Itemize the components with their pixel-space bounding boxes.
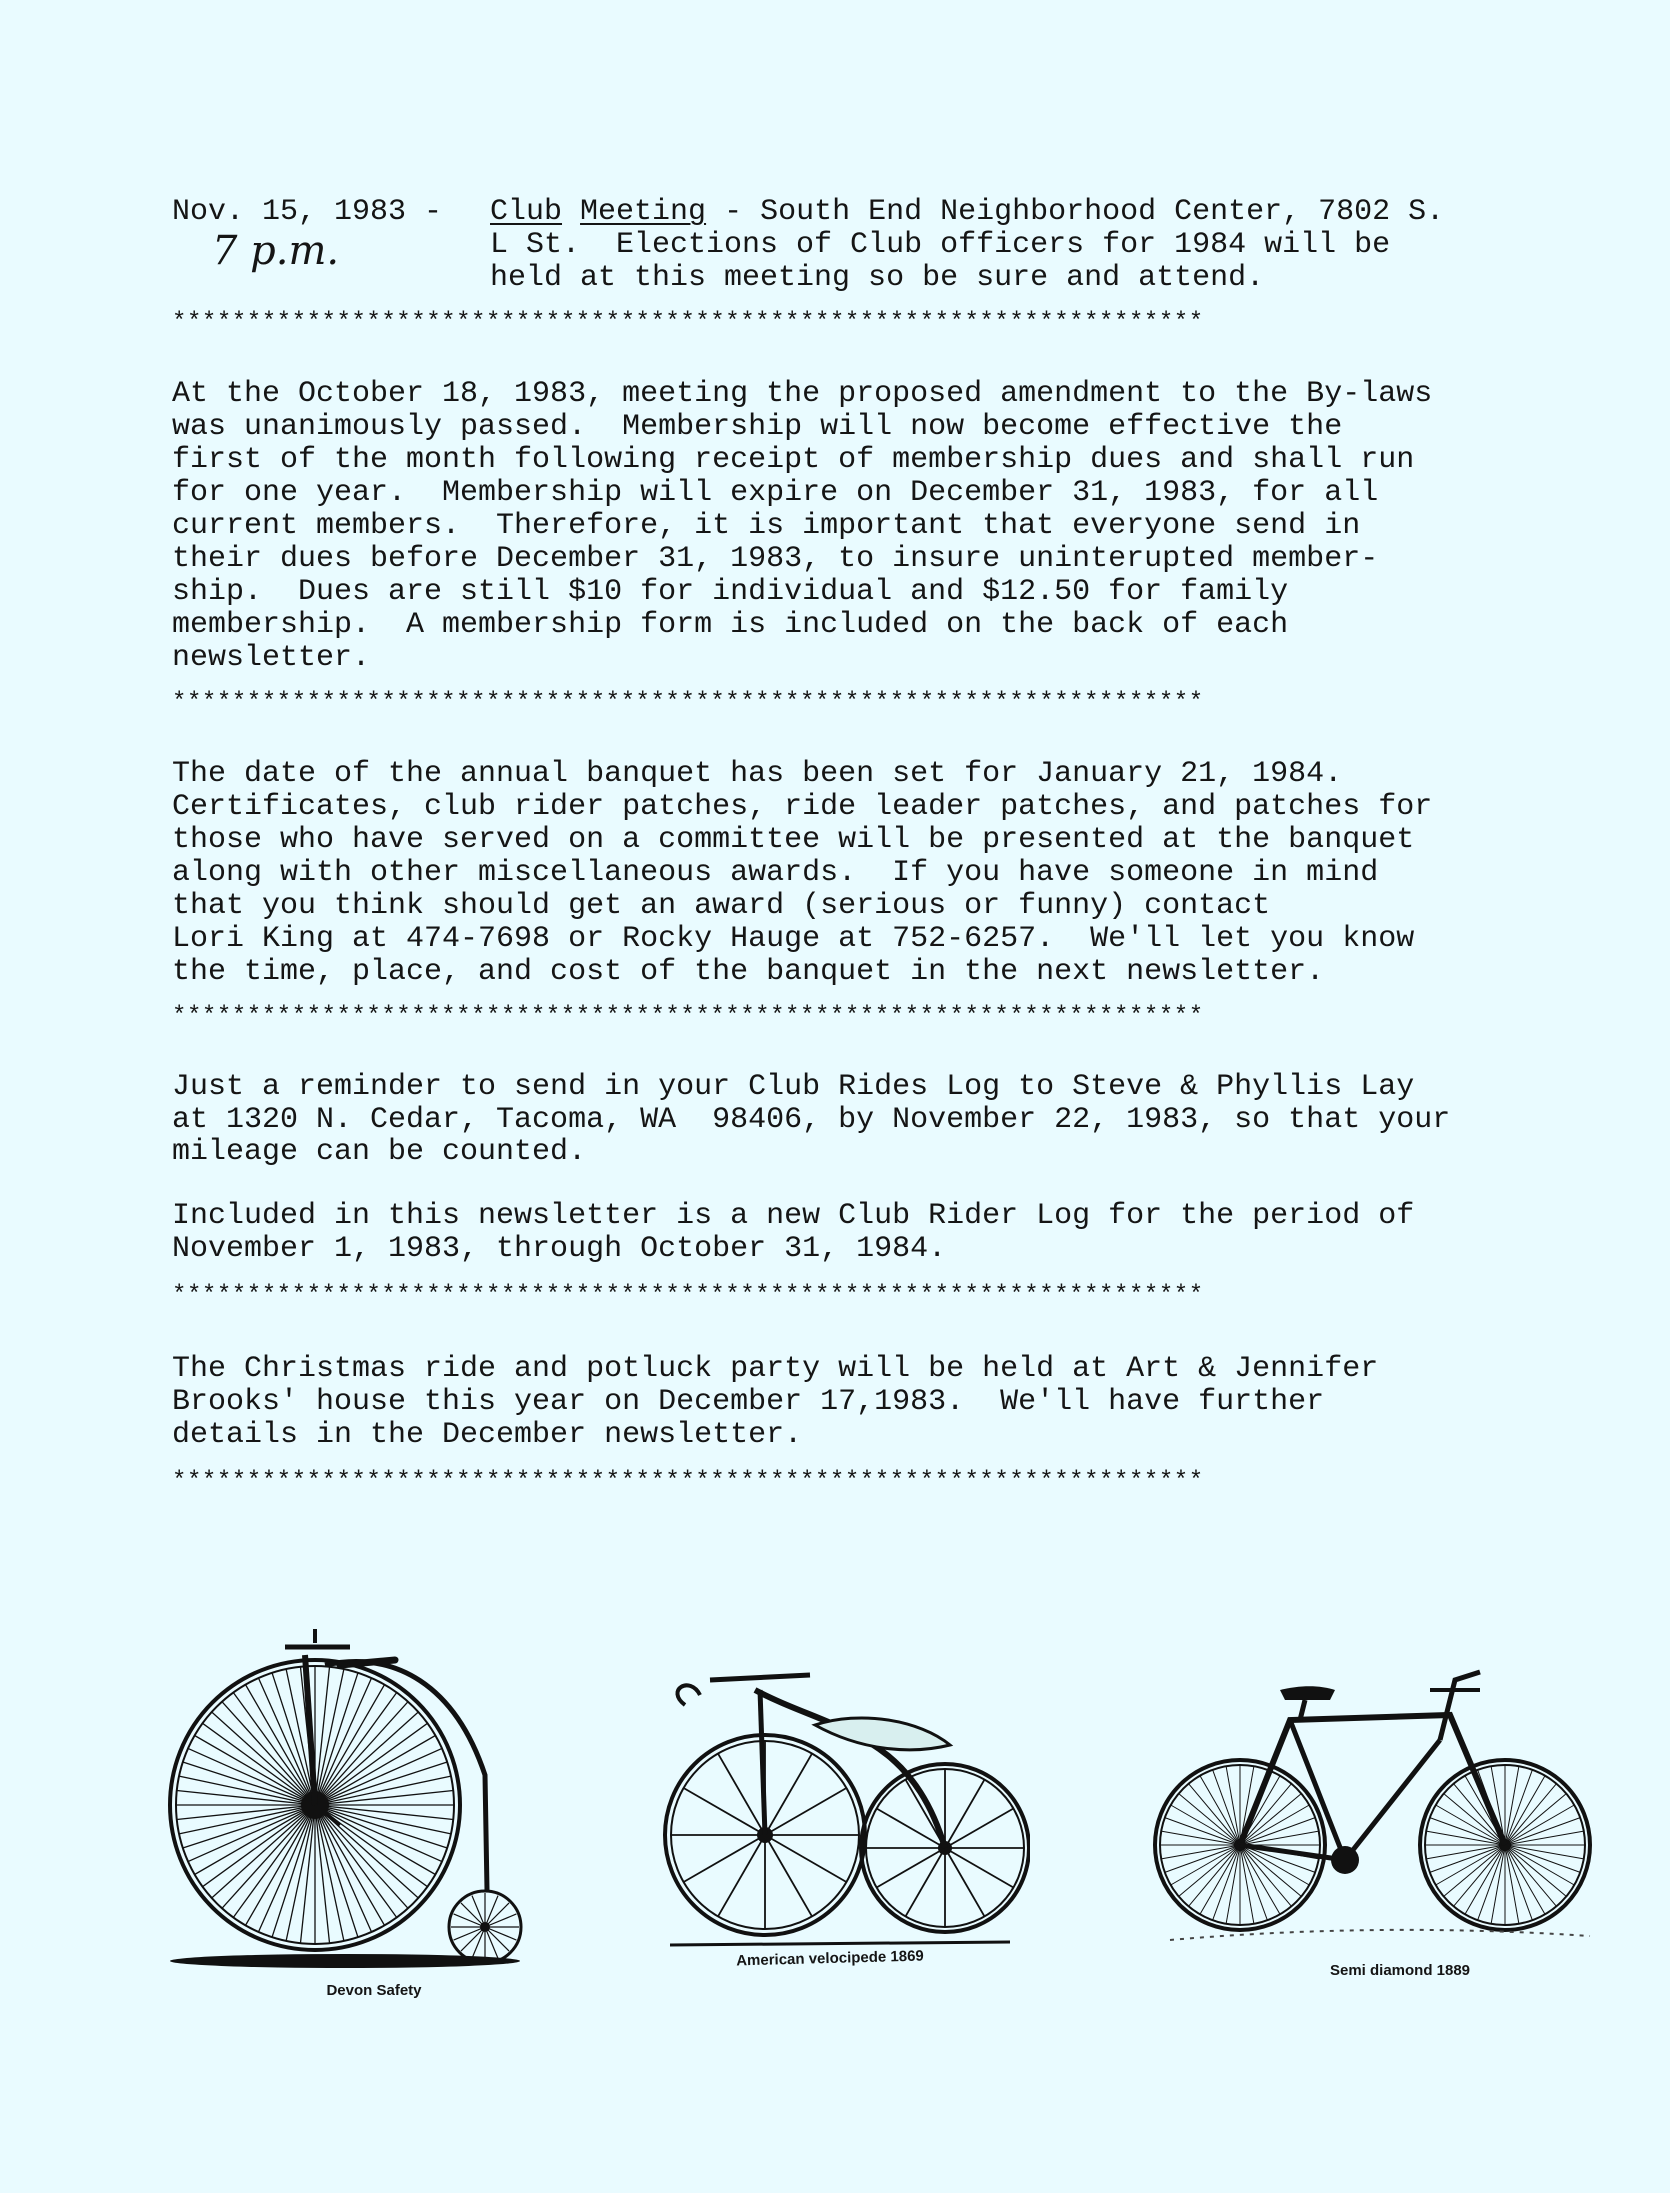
wheel-spoke: [315, 1678, 372, 1805]
meeting-title-meeting: Meeting: [580, 195, 707, 229]
wheel-spoke: [188, 1748, 315, 1805]
wheel-spoke: [765, 1835, 846, 1882]
separator: *********************************************************************: [172, 689, 1204, 716]
wheel-spoke: [188, 1805, 315, 1862]
penny-farthing-icon: [165, 1625, 555, 1970]
meeting-date: Nov. 15, 1983 -: [172, 195, 443, 229]
wheel-spoke: [718, 1754, 765, 1835]
meeting-title-club: Club: [490, 195, 563, 229]
velocipede-icon: [650, 1650, 1030, 1950]
wheel-spoke: [461, 1903, 485, 1927]
paragraph-line: membership. A membership form is included on the back of each: [172, 608, 1289, 642]
meeting-line-3: held at this meeting so be sure and attend.: [490, 261, 1265, 295]
paragraph-line: the time, place, and cost of the banquet in the next newsletter.: [172, 955, 1325, 989]
paragraph-line: ship. Dues are still $10 for individual and $12.50 for family: [172, 575, 1289, 609]
paragraph-line: November 1, 1983, through October 31, 1984.: [172, 1232, 947, 1266]
wheel-spoke: [945, 1780, 985, 1848]
wheel-spoke: [315, 1805, 372, 1932]
meeting-time-handwritten: 7 p.m.: [212, 228, 340, 274]
caption-semi-diamond: Semi diamond 1889: [1329, 1962, 1471, 1979]
wheel-spoke: [945, 1809, 1013, 1849]
caption-american-velocipede: American velocipede 1869: [735, 1947, 924, 1970]
paragraph-line: newsletter.: [172, 641, 371, 675]
wheel-spoke: [765, 1788, 846, 1835]
paragraph-line: current members. Therefore, it is important that everyone send in: [172, 509, 1361, 543]
separator: *********************************************************************: [172, 1282, 1204, 1309]
paragraph-line: was unanimously passed. Membership will now become effective the: [172, 410, 1343, 444]
wheel-spoke: [906, 1848, 946, 1916]
paragraph-line: Certificates, club rider patches, ride leader patches, and patches for: [172, 790, 1433, 824]
paragraph-line: Lori King at 474-7698 or Rocky Hauge at 752-6257. We'll let you know: [172, 922, 1415, 956]
safety-bicycle-icon: [1150, 1660, 1610, 1950]
paragraph-line: that you think should get an award (serious or funny) contact: [172, 889, 1271, 923]
meeting-line-2: L St. Elections of Club officers for 1984 will be: [490, 228, 1391, 262]
paragraph-line: first of the month following receipt of membership dues and shall run: [172, 443, 1415, 477]
paragraph-line: details in the December newsletter.: [172, 1418, 803, 1452]
wheel-spoke: [485, 1927, 509, 1951]
wheel-spoke: [945, 1848, 985, 1916]
paragraph-line: The date of the annual banquet has been set for January 21, 1984.: [172, 757, 1343, 791]
wheel-spoke: [945, 1848, 1013, 1888]
paragraph-line: for one year. Membership will expire on December 31, 1983, for all: [172, 476, 1379, 510]
paragraph-line: their dues before December 31, 1983, to insure uninterupted member-: [172, 542, 1379, 576]
paragraph-line: mileage can be counted.: [172, 1135, 587, 1169]
paragraph-line: along with other miscellaneous awards. If you have someone in mind: [172, 856, 1379, 890]
paragraph-line: Just a reminder to send in your Club Rides Log to Steve & Phyllis Lay: [172, 1070, 1415, 1104]
wheel-spoke: [461, 1927, 485, 1951]
paragraph-line: The Christmas ride and potluck party will be held at Art & Jennifer: [172, 1352, 1379, 1386]
wheel-spoke: [765, 1835, 812, 1916]
separator: *********************************************************************: [172, 1468, 1204, 1495]
wheel-spoke: [684, 1788, 765, 1835]
wheel-spoke: [765, 1754, 812, 1835]
wheel-spoke: [718, 1835, 765, 1916]
paragraph-line: at 1320 N. Cedar, Tacoma, WA 98406, by November 22, 1983, so that your: [172, 1103, 1451, 1137]
separator: *********************************************************************: [172, 309, 1204, 336]
wheel-spoke: [258, 1805, 315, 1932]
paragraph-line: Included in this newsletter is a new Club Rider Log for the period of: [172, 1199, 1415, 1233]
paragraph-line: At the October 18, 1983, meeting the proposed amendment to the By-laws: [172, 377, 1433, 411]
paragraph-line: Brooks' house this year on December 17,1983. We'll have further: [172, 1385, 1325, 1419]
caption-devon-safety: Devon Safety: [326, 1982, 422, 1999]
separator: *********************************************************************: [172, 1003, 1204, 1030]
wheel-spoke: [684, 1835, 765, 1882]
paragraph-line: those who have served on a committee will be presented at the banquet: [172, 823, 1415, 857]
wheel-spoke: [877, 1848, 945, 1888]
meeting-location: - South End Neighborhood Center, 7802 S.: [706, 195, 1445, 229]
wheel-spoke: [315, 1748, 442, 1805]
wheel-spoke: [315, 1805, 442, 1862]
wheel-spoke: [485, 1903, 509, 1927]
meeting-line-1: [490, 196, 1444, 229]
